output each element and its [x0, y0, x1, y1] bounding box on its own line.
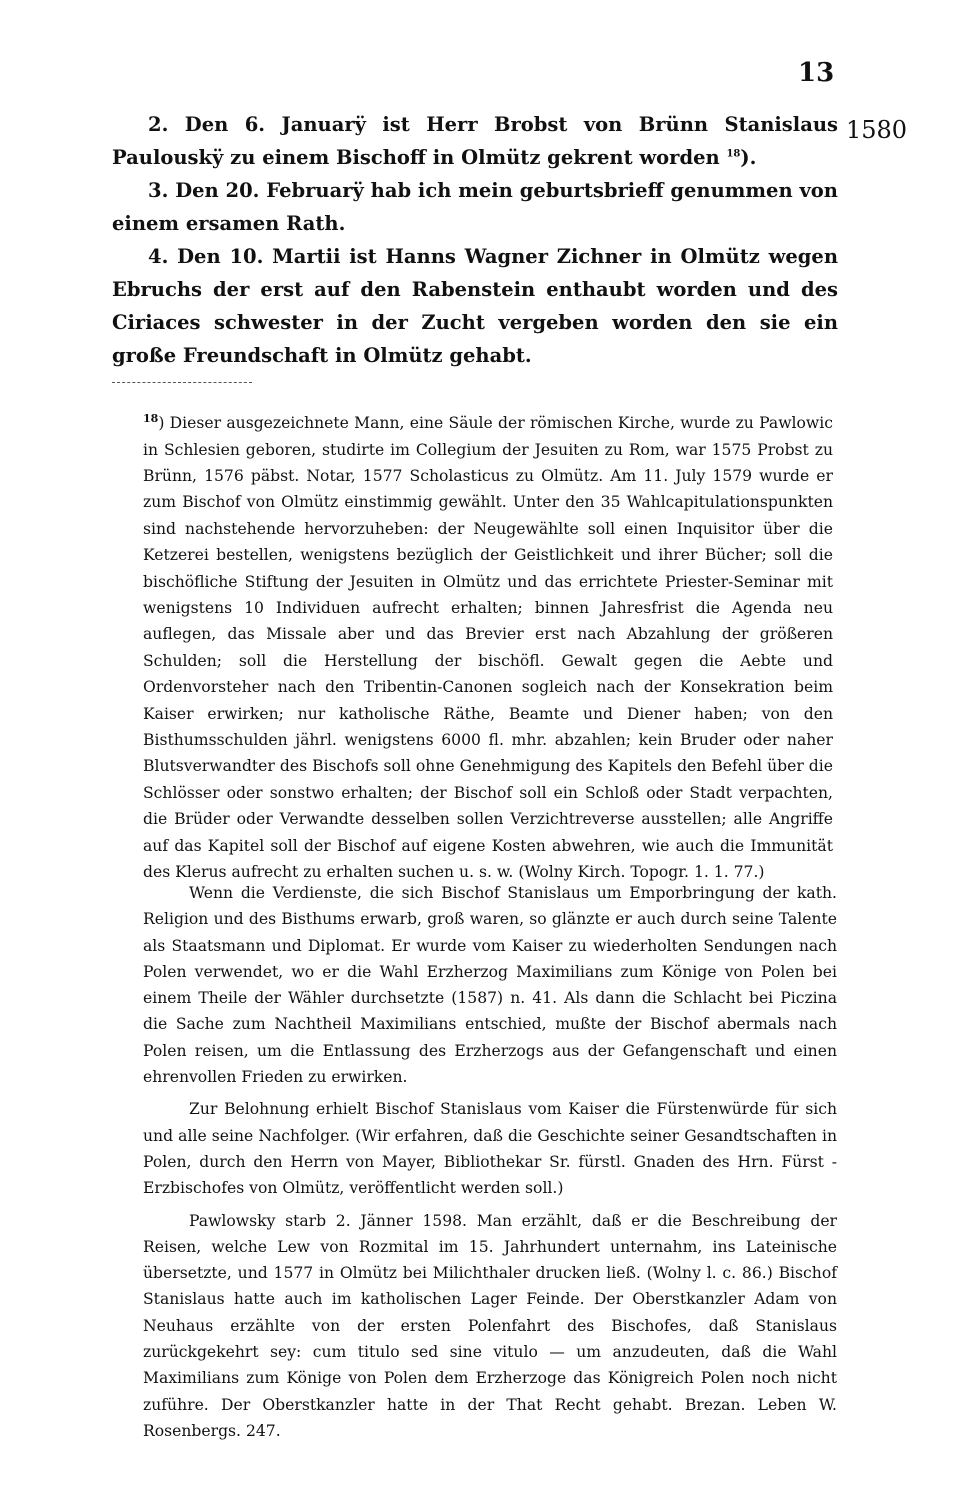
commentary-paragraph: Pawlowsky starb 2. Jänner 1598. Man erzählt, daß er die Beschreibung der Reisen, welche Lew von Rozmital im 15. Jahrhundert unternahm, ins Lateinische übersetzte, und 1577 in Olmütz bei Milichthaler drucken ließ. (Wolny l. c. 86.) Bischof Stanislaus hatte auch im katholischen Lager Feinde. Der Oberstkanzler Adam von Neuhaus erzählte von der ersten Polenfahrt des Bischofes, daß Stanislaus zurückgekehrt sey: cum titulo sed sine vitulo — um anzudeuten, daß die Wahl Maximilians zum Könige von Polen dem Erzherzoge das Königreich Polen noch nicht zuführe. Der Oberstkanzler hatte in der That Recht gehabt. Brezan. Leben W. Rosenbergs. 247.: [143, 1211, 837, 1440]
footnote-divider: [112, 382, 252, 383]
entry-paragraph: 4. Den 10. Martii ist Hanns Wagner Zichner in Olmütz wegen Ebruchs der erst auf den Rabenstein enthaubt worden und des Ciriaces schwester in der Zucht vergeben worden den sie ein große Freundschaft in Olmütz gehabt.: [112, 245, 838, 367]
footnote-paragraph: [143, 406, 833, 886]
footnote-reference: 18: [726, 148, 741, 160]
margin-year: 1580: [846, 116, 908, 144]
footnote-marker: 18: [143, 412, 159, 425]
footnote: [143, 406, 833, 886]
entry-paragraph: 3. Den 20. Februarÿ hab ich mein geburtsbrieff genummen von einem ersamen Rath.: [112, 179, 838, 235]
entry-text: 2. Den 6. Januarÿ ist Herr Brobst von Brünn Stanislaus Paulouskÿ zu einem Bischoff in Olmütz gekrent worden: [112, 113, 838, 169]
commentary: [143, 880, 837, 1444]
commentary-paragraph: Zur Belohnung erhielt Bischof Stanislaus vom Kaiser die Fürstenwürde für sich und alle seine Nachfolger. (Wir erfahren, daß die Geschichte seiner Gesandtschaften in Polen, durch den Herrn von Mayer, Bibliothekar Sr. fürstl. Gnaden des Hrn. Fürst - Erzbischofes von Olmütz, veröffentlicht werden soll.): [143, 1100, 837, 1198]
page-number: 13: [798, 58, 835, 88]
footnote-text: ) Dieser ausgezeichnete Mann, eine Säule der römischen Kirche, wurde zu Pawlowic in Schlesien geboren, studirte im Collegium der Jesuiten zu Rom, war 1575 Probst zu Brünn, 1576 päbst. Notar, 1577 Scholasticus zu Olmütz. Am 11. July 1579 wurde er zum Bischof von Olmütz einstimmig gewählt. Unter den 35 Wahlcapitulationspunkten sind nachstehende hervorzuheben: der Neugewählte soll einen Inquisitor über die Ketzerei bestellen, wenigstens bezüglich der Geistlichkeit und ihrer Bücher; soll die bischöfliche Stiftung der Jesuiten in Olmütz und das errichtete Priester-Seminar mit wenigstens 10 Individuen aufrecht erhalten; binnen Jahresfrist die Agenda neu auflegen, das Missale aber und das Brevier erst nach Abzahlung der größeren Schulden; soll die Herstellung der bischöfl. Gewalt gegen die Aebte und Ordenvorsteher nach den Tribentin-Canonen sogleich nach der Konsekration beim Kaiser erwirken; nur katholische Räthe, Beamte und Diener haben; von den Bisthumsschulden jährl. wenigstens 6000 fl. mhr. abzahlen; kein Bruder oder naher Blutsverwandter des Bischofs soll ohne Genehmigung des Kapitels den Befehl über die Schlösser oder sonstwo erhalten; der Bischof soll ein Schloß oder Stadt verpachten, die Brüder oder Verwandte desselben sollen Verzichtreverse ausstellen; alle Angriffe auf das Kapitel soll der Bischof auf eigene Kosten abwehren, wie auch die Immunität des Klerus aufrecht zu erhalten suchen u. s. w. (Wolny Kirch. Topogr. 1. 1. 77.): [143, 414, 833, 882]
entry-paragraph: [112, 108, 838, 174]
entry-tail: ).: [740, 146, 757, 169]
chronicle-entries: [112, 108, 838, 372]
commentary-paragraph: Wenn die Verdienste, die sich Bischof Stanislaus um Emporbringung der kath. Religion und des Bisthums erwarb, groß waren, so glänzte er auch durch seine Talente als Staatsmann und Diplomat. Er wurde vom Kaiser zu wiederholten Sendungen nach Polen verwendet, wo er die Wahl Erzherzog Maximilians zum Könige von Polen bei einem Theile der Wähler durchsetzte (1587) n. 41. Als dann die Schlacht bei Piczina die Sache zum Nachtheil Maximilians entschied, mußte der Bischof abermals nach Polen reisen, um die Entlassung des Erzherzogs aus der Gefangenschaft und einen ehrenvollen Frieden zu erwirken.: [143, 884, 837, 1087]
